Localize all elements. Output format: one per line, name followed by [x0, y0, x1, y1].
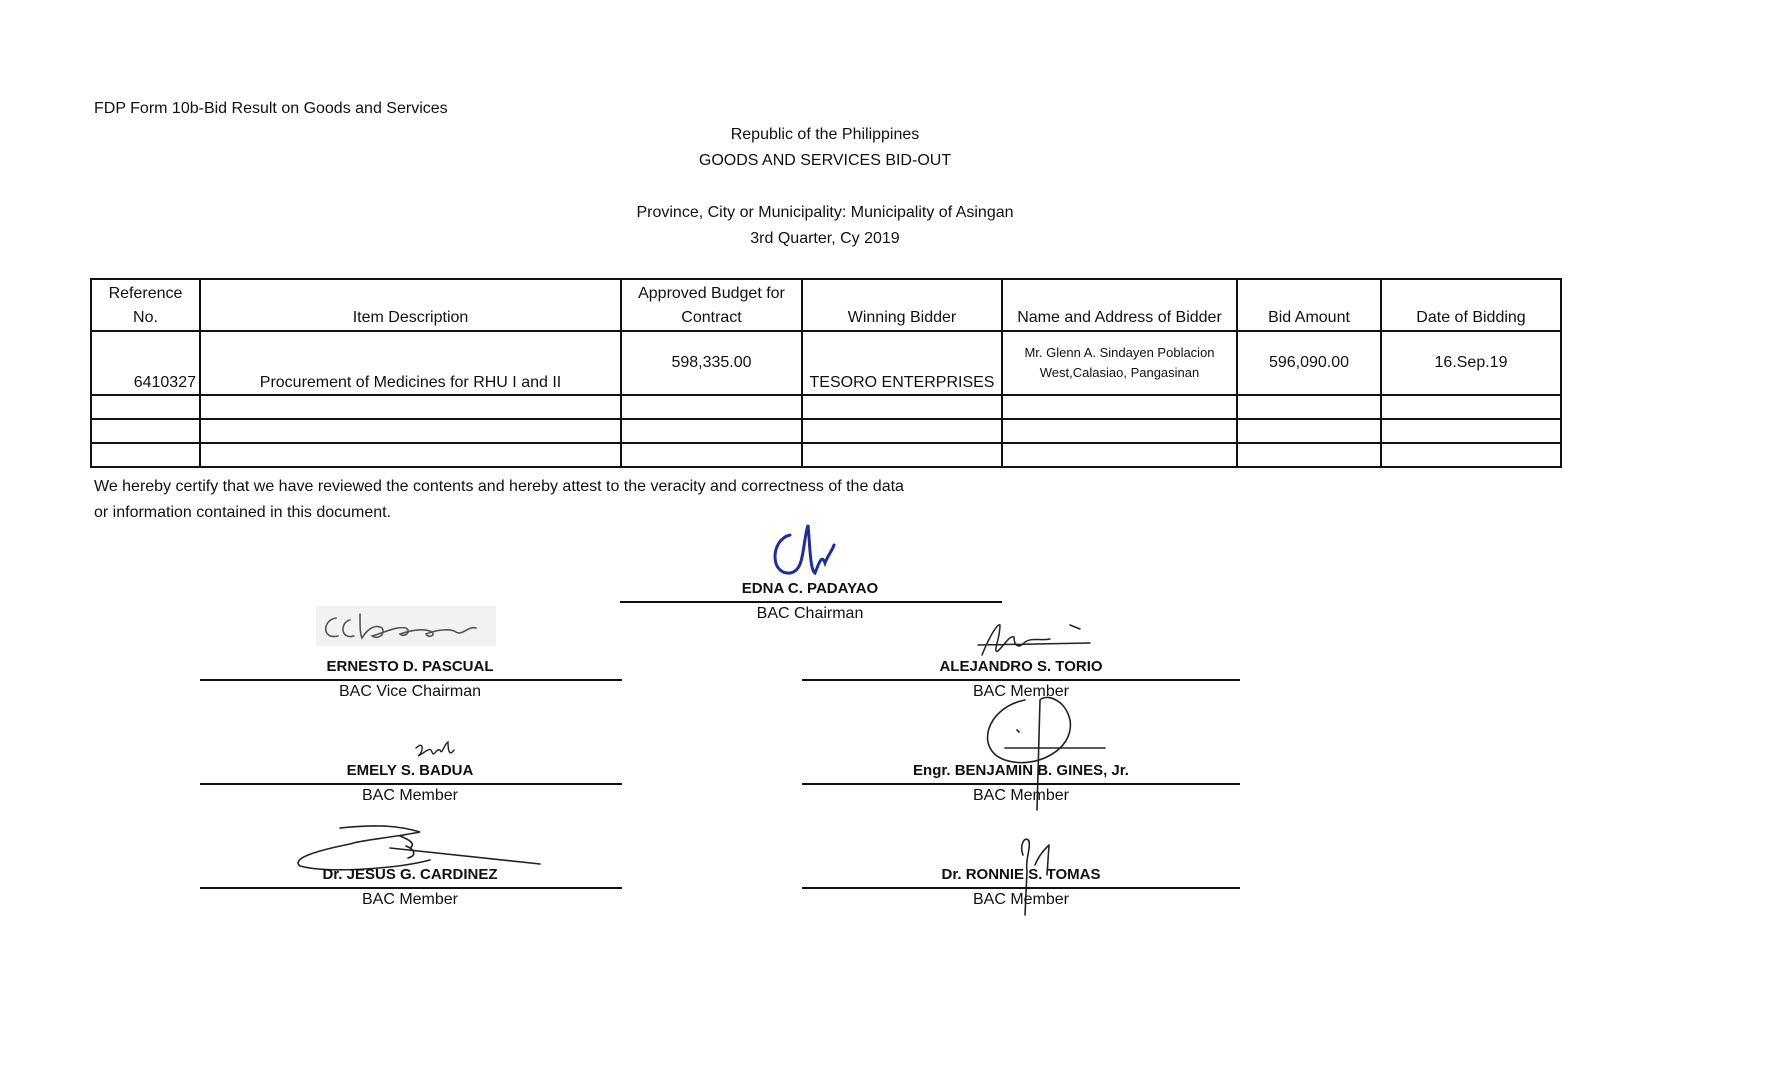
signature-chairman [760, 515, 850, 585]
empty-cell [802, 395, 1002, 419]
empty-cell [91, 443, 200, 467]
member-5-signature-line [802, 887, 1240, 889]
empty-cell [91, 395, 200, 419]
col-winning-bidder: Winning Bidder [802, 279, 1002, 331]
col-item-description: Item Description [200, 279, 621, 331]
empty-cell [1002, 419, 1237, 443]
empty-cell [200, 395, 621, 419]
member-4-signature-line [200, 887, 622, 889]
empty-cell [802, 443, 1002, 467]
cell-bid-amount: 596,090.00 [1237, 331, 1381, 395]
empty-cell [621, 395, 802, 419]
form-label: FDP Form 10b-Bid Result on Goods and Services [94, 100, 448, 117]
empty-cell [621, 419, 802, 443]
vice-chairman-signature-line [200, 679, 622, 681]
member-4-name: Dr. JESUS G. CARDINEZ [322, 866, 498, 883]
col-date-of-bidding: Date of Bidding [1381, 279, 1561, 331]
empty-cell [1002, 443, 1237, 467]
signature-member-1 [970, 615, 1100, 660]
cell-reference-no: 6410327 [91, 331, 200, 395]
member-2-name: EMELY S. BADUA [346, 762, 474, 779]
empty-cell [1237, 419, 1381, 443]
empty-cell [1237, 395, 1381, 419]
table-row-empty [91, 443, 1561, 467]
empty-cell [621, 443, 802, 467]
certification-line-2: or information contained in this document. [94, 504, 392, 521]
member-2-role: BAC Member [361, 787, 459, 804]
col-bid-amount: Bid Amount [1237, 279, 1381, 331]
table-row-empty [91, 395, 1561, 419]
header-period: 3rd Quarter, Cy 2019 [750, 230, 900, 247]
member-3-name: Engr. BENJAMIN B. GINES, Jr. [913, 762, 1129, 779]
empty-cell [200, 443, 621, 467]
member-5-name: Dr. RONNIE S. TOMAS [941, 866, 1101, 883]
empty-cell [1381, 443, 1561, 467]
header-locality: Province, City or Municipality: Municipality of Asingan [636, 204, 1014, 221]
cell-approved-budget: 598,335.00 [621, 331, 802, 395]
member-2-signature-line [200, 783, 622, 785]
table-row-empty [91, 419, 1561, 443]
table-row [91, 331, 1561, 395]
member-5-role: BAC Member [972, 891, 1070, 908]
member-4-role: BAC Member [361, 891, 459, 908]
col-bidder-name-address: Name and Address of Bidder [1002, 279, 1237, 331]
member-1-name: ALEJANDRO S. TORIO [939, 658, 1103, 675]
empty-cell [200, 419, 621, 443]
empty-cell [802, 419, 1002, 443]
header-republic: Republic of the Philippines [730, 126, 920, 143]
empty-cell [1381, 395, 1561, 419]
chairman-name: EDNA C. PADAYAO [741, 580, 879, 597]
empty-cell [91, 419, 200, 443]
certification-line-1: We hereby certify that we have reviewed the contents and hereby attest to the veracity and correctness of the data [94, 478, 904, 495]
empty-cell [1237, 443, 1381, 467]
cell-winning-bidder: TESORO ENTERPRISES [802, 331, 1002, 395]
col-approved-budget: Approved Budget for Contract [621, 279, 802, 331]
col-reference-no: Reference No. [91, 279, 200, 331]
cell-bidder-name-address: Mr. Glenn A. Sindayen Poblacion West,Calasiao, Pangasinan [1002, 331, 1237, 395]
chairman-signature-line [620, 601, 1002, 603]
empty-cell [1381, 419, 1561, 443]
member-3-role: BAC Member [972, 787, 1070, 804]
cell-item-description: Procurement of Medicines for RHU I and II [200, 331, 621, 395]
chairman-role: BAC Chairman [756, 605, 864, 622]
signature-vice-chairman [316, 606, 496, 646]
member-1-signature-line [802, 679, 1240, 681]
header-title: GOODS AND SERVICES BID-OUT [698, 152, 952, 169]
empty-cell [1002, 395, 1237, 419]
member-1-role: BAC Member [972, 683, 1070, 700]
bid-results-table [90, 278, 1562, 468]
vice-chairman-name: ERNESTO D. PASCUAL [326, 658, 494, 675]
cell-date-of-bidding: 16.Sep.19 [1381, 331, 1561, 395]
vice-chairman-role: BAC Vice Chairman [339, 683, 481, 700]
member-3-signature-line [802, 783, 1240, 785]
